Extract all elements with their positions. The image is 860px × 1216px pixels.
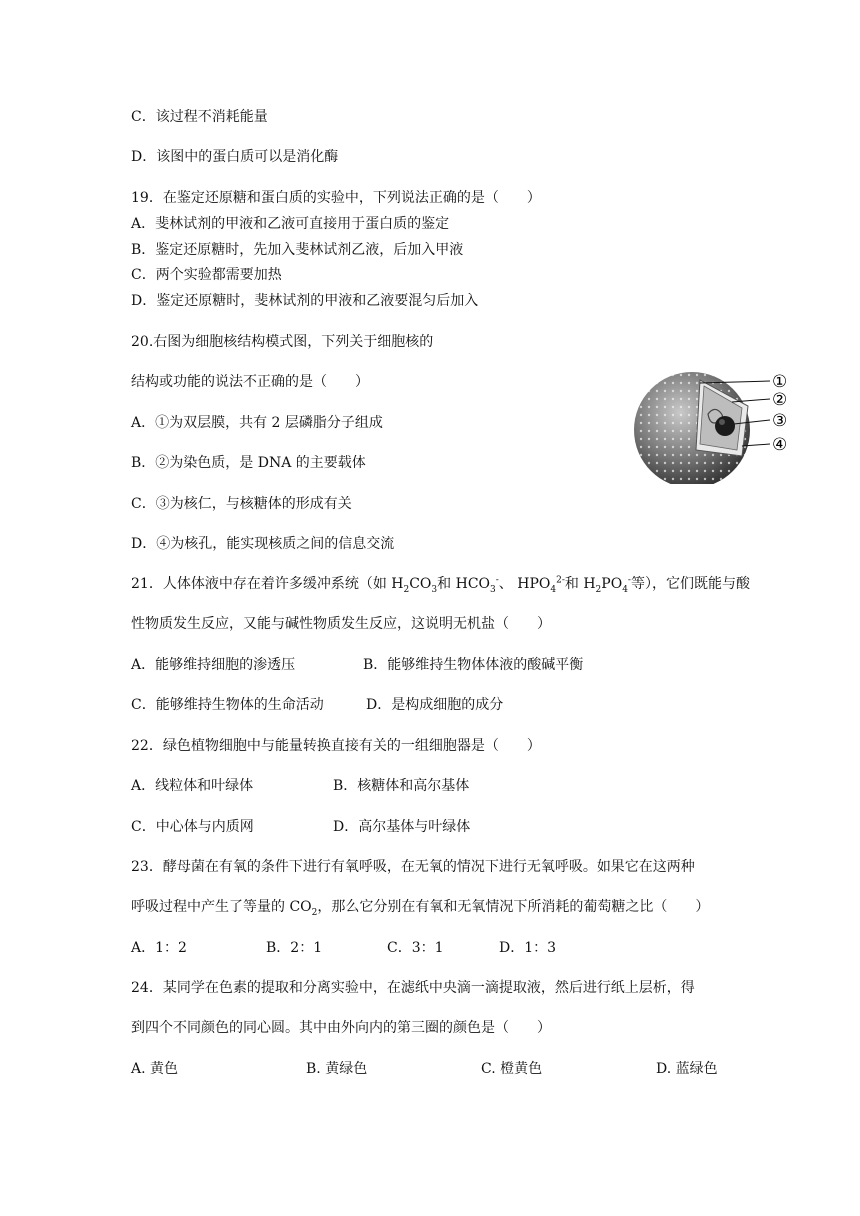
q19-stem: 19．在鉴定还原糖和蛋白质的实验中，下列说法正确的是（ ） xyxy=(131,190,541,206)
q23-sub: 2 xyxy=(311,907,318,918)
q21-option-b: B．能够维持生物体体液的酸碱平衡 xyxy=(363,657,584,673)
q24-option-d: D. 蓝绿色 xyxy=(656,1061,718,1077)
figure-label-1: ① xyxy=(772,372,788,392)
q22-option-d: D．高尔基体与叶绿体 xyxy=(333,819,471,835)
q23-stem-line1: 23．酵母菌在有氧的条件下进行有氧呼吸，在无氧的情况下进行无氧呼吸。如果它在这两种 xyxy=(131,859,695,875)
q21-text-2: CO xyxy=(409,576,432,592)
q19-option-b: B．鉴定还原糖时，先加入斐林试剂乙液，后加入甲液 xyxy=(131,242,464,258)
q20-option-c: C．③为核仁，与核糖体的形成有关 xyxy=(131,496,352,512)
figure-label-2: ② xyxy=(772,390,788,410)
q24-stem-line1: 24．某同学在色素的提取和分离实验中，在滤纸中央滴一滴提取液，然后进行纸上层析，得 xyxy=(131,980,695,996)
q21-stem-line2: 性物质发生反应，又能与碱性物质发生反应，这说明无机盐（ ） xyxy=(131,616,551,632)
q21-sup: 2- xyxy=(556,575,565,586)
q20-stem-line2: 结构或功能的说法不正确的是（ ） xyxy=(131,374,369,390)
q21-option-d: D．是构成细胞的成分 xyxy=(366,697,504,713)
q19-option-a: A．斐林试剂的甲液和乙液可直接用于蛋白质的鉴定 xyxy=(131,216,450,232)
q20-stem-line1: 20.右图为细胞核结构模式图，下列关于细胞核的 xyxy=(131,334,434,350)
q21-sub: 2 xyxy=(403,584,410,595)
q24-option-a: A. 黄色 xyxy=(131,1061,179,1077)
q21-sup: - xyxy=(627,575,631,586)
q23-option-a: A．1：2 xyxy=(131,940,187,956)
q18-option-c: C．该过程不消耗能量 xyxy=(131,109,268,125)
q24-option-b: B. 黄绿色 xyxy=(306,1061,368,1077)
q18-option-d: D．该图中的蛋白质可以是消化酶 xyxy=(131,149,339,165)
q22-stem: 22．绿色植物细胞中与能量转换直接有关的一组细胞器是（ ） xyxy=(131,738,541,754)
q21-text-1: 21．人体体液中存在着许多缓冲系统（如 H xyxy=(131,576,404,592)
q21-stem-line1 xyxy=(131,575,750,593)
nucleus-structure-figure xyxy=(630,364,820,484)
q23-option-d: D．1：3 xyxy=(499,940,557,956)
q21-text-5: 和 H xyxy=(564,576,596,592)
q21-option-a: A．能够维持细胞的渗透压 xyxy=(131,657,296,673)
q19-option-d: D．鉴定还原糖时，斐林试剂的甲液和乙液要混匀后加入 xyxy=(131,293,479,309)
q23-stem-line2 xyxy=(131,898,709,916)
figure-label-3: ③ xyxy=(772,411,788,431)
q21-sub: 4 xyxy=(622,584,628,595)
q21-option-c: C．能够维持生物体的生命活动 xyxy=(131,697,324,713)
q21-text-6: PO xyxy=(601,576,623,592)
q21-sup: - xyxy=(495,575,499,586)
q23-option-b: B．2：1 xyxy=(266,940,323,956)
q20-option-d: D．④为核孔，能实现核质之间的信息交流 xyxy=(131,536,395,552)
q24-stem-line2: 到四个不同颜色的同心圆。其中由外向内的第三圈的颜色是（ ） xyxy=(131,1020,551,1036)
q20-option-b: B．②为染色质，是 DNA 的主要载体 xyxy=(131,455,366,471)
q23-option-c: C．3：1 xyxy=(387,940,444,956)
q23-text-2: ，那么它分别在有氧和无氧情况下所消耗的葡萄糖之比（ ） xyxy=(317,899,710,915)
q21-sub: 3 xyxy=(431,584,438,595)
q22-option-a: A．线粒体和叶绿体 xyxy=(131,778,254,794)
q21-text-7: 等），它们既能与酸 xyxy=(630,576,750,592)
q19-option-c: C．两个实验都需要加热 xyxy=(131,267,282,283)
q21-sub: 3 xyxy=(490,584,496,595)
q20-option-a: A．①为双层膜，共有 2 层磷脂分子组成 xyxy=(131,415,383,431)
q21-text-4: 、 HPO xyxy=(498,576,551,592)
q21-sub: 2 xyxy=(595,584,602,595)
q21-sub: 4 xyxy=(550,584,557,595)
q23-text-1: 呼吸过程中产生了等量的 CO xyxy=(131,899,312,915)
figure-label-4: ④ xyxy=(772,435,788,455)
q22-option-c: C．中心体与内质网 xyxy=(131,819,254,835)
q24-option-c: C. 橙黄色 xyxy=(481,1061,543,1077)
q22-option-b: B．核糖体和高尔基体 xyxy=(333,778,470,794)
q21-text-3: 和 HCO xyxy=(437,576,491,592)
nucleus-sphere xyxy=(634,372,750,484)
